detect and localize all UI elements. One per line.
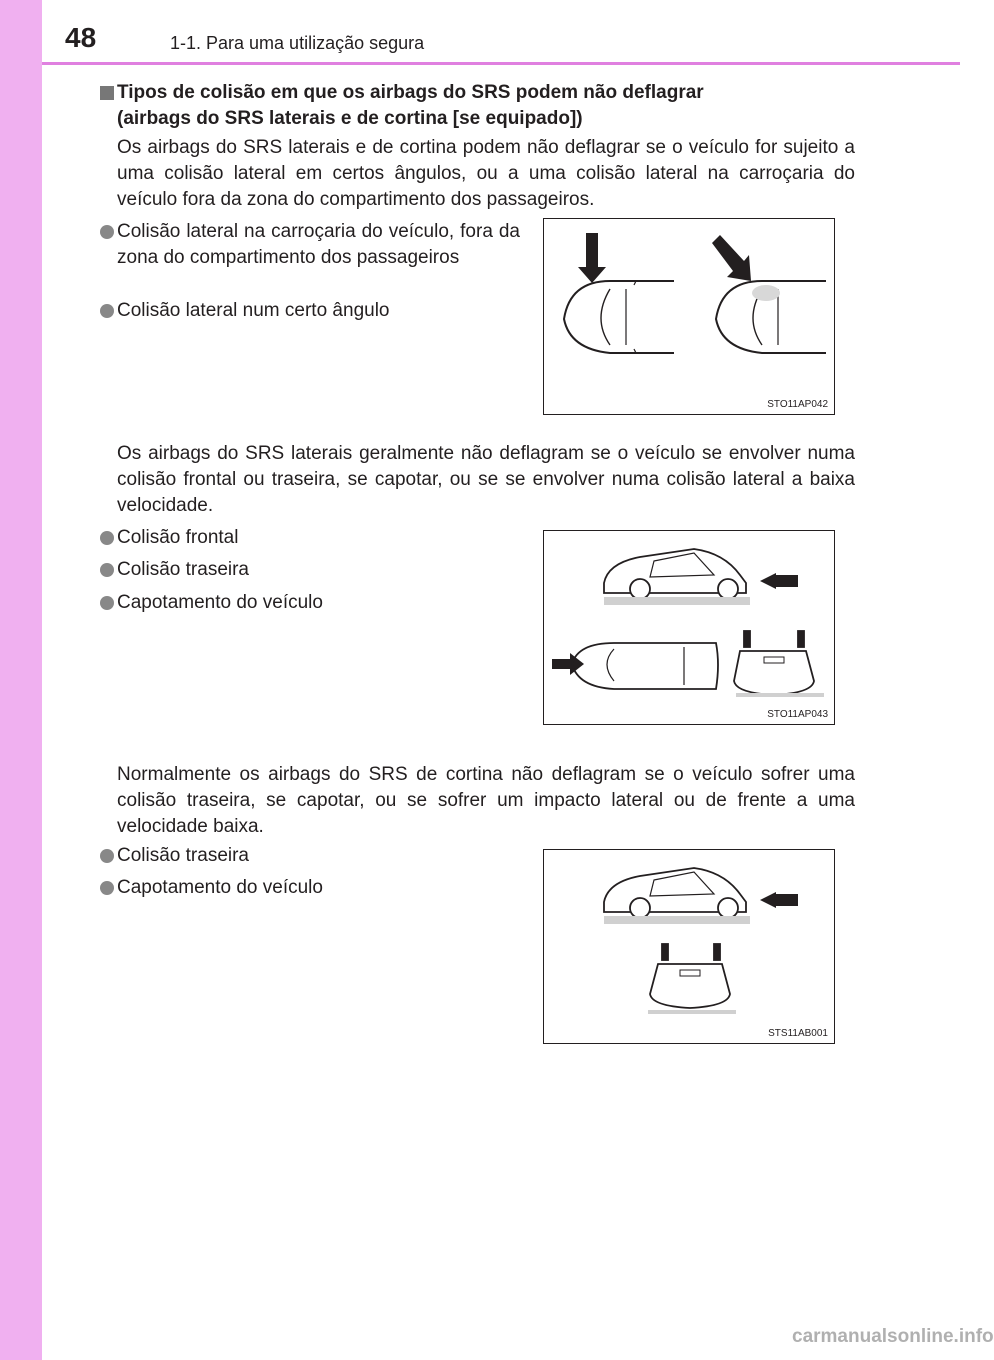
bullet-dot-icon [100,225,114,239]
car-side-view [604,868,746,918]
bullet-dot-icon [100,304,114,318]
heading-line-2: (airbags do SRS laterais e de cortina [se equipado]) [117,108,583,129]
figure-code: STS11AB001 [768,1028,828,1039]
figure-frontal-rear-rollover [543,530,835,725]
bullet-text: Colisão lateral num certo ângulo [117,300,390,321]
bullet-text: Colisão lateral na carroçaria do veículo, fora da zona do compartimento dos passageiros [117,221,520,268]
page-number: 48 [65,22,97,53]
frontal-rear-rollover-illustration [544,531,834,724]
bullet-item [100,590,500,616]
watermark: carmanualsonline.info [792,1326,994,1347]
bullet-dot-icon [100,849,114,863]
bullet-dot-icon [100,596,114,610]
bullet-item [100,557,500,583]
rear-impact-arrow-icon [760,573,798,589]
paragraph-2: Os airbags do SRS laterais geralmente não deflagram se o veículo se envolver numa colisão frontal ou traseira, se capotar, ou se se envolver numa colisão lateral a baixa velocidade. [117,443,855,516]
rear-impact-arrow-icon [760,892,798,908]
bullet-text: Colisão frontal [117,527,239,548]
front-impact-arrow-icon [552,653,584,675]
bullet-text: Capotamento do veículo [117,592,323,613]
bullet-text: Capotamento do veículo [117,877,323,898]
car-side-view [604,549,746,599]
rear-rollover-illustration [544,850,834,1043]
angled-arrow-icon [712,235,751,281]
bullet-dot-icon [100,563,114,577]
section-heading [100,80,860,132]
car-top-view-right [716,281,826,353]
bullet-dot-icon [100,531,114,545]
figure-code: STO11AP042 [767,399,828,410]
down-arrow-icon [578,233,606,283]
heading-square-icon [100,86,114,100]
bullet-text: Colisão traseira [117,845,249,866]
side-collision-illustration [544,219,834,414]
bullet-dot-icon [100,881,114,895]
heading-line-1: Tipos de colisão em que os airbags do SRS podem não deflagrar [117,82,704,103]
ground-shadow [604,916,750,924]
ground-shadow [604,597,750,605]
bullet-item [100,843,500,869]
bullet-text: Colisão traseira [117,559,249,580]
bullet-item [100,525,500,551]
ground-shadow [736,693,824,697]
car-top-view-left [564,281,674,353]
figure-side-collision [543,218,835,415]
paragraph-1: Os airbags do SRS laterais e de cortina podem não deflagrar se o veículo for sujeito a uma colisão lateral em certos ângulos, ou a uma colisão lateral na carroçaria do veículo fora da zona do compartimento dos passageiros. [117,137,855,210]
chapter-side-tab [0,0,42,1360]
bullet-item [100,298,520,324]
car-top-view [572,643,718,689]
car-rollover-view [734,631,814,695]
section-title: 1-1. Para uma utilização segura [170,33,425,53]
figure-code: STO11AP043 [767,709,828,720]
bullet-item [100,219,520,271]
ground-shadow [648,1010,736,1014]
paragraph-3: Normalmente os airbags do SRS de cortina não deflagram se o veículo sofrer uma colisão traseira, se capotar, ou se sofrer um impacto lateral ou de frente a uma velocidade baixa. [117,764,855,837]
bullet-item [100,875,500,901]
figure-rear-rollover [543,849,835,1044]
car-rollover-view [650,944,730,1008]
